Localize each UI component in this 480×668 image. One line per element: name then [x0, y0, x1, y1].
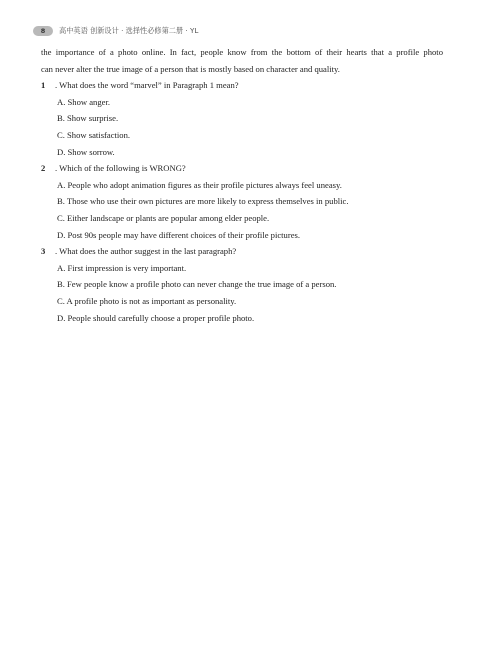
option-b: B. Show surprise. — [57, 113, 119, 124]
page-header — [33, 26, 198, 36]
question-number: 1 — [41, 80, 46, 91]
question-text: . What does the author suggest in the last paragraph? — [55, 246, 237, 257]
question-number: 2 — [41, 163, 46, 174]
question-2 — [41, 160, 443, 243]
question-text: . Which of the following is WRONG? — [55, 163, 186, 174]
option-a: A. People who adopt animation figures as their profile pictures always feel uneasy. — [57, 179, 342, 190]
passage-line: the importance of a photo online. In fact, people know from the bottom of their hearts that a profile photo — [41, 47, 443, 57]
question-number: 3 — [41, 246, 46, 257]
passage-paragraph — [41, 44, 443, 77]
question-1 — [41, 77, 443, 160]
option-d: D. Post 90s people may have different choices of their profile pictures. — [57, 229, 301, 240]
question-text: . What does the word “marvel” in Paragraph 1 mean? — [55, 80, 239, 91]
option-a: A. First impression is very important. — [57, 262, 187, 273]
option-d: D. People should carefully choose a proper profile photo. — [57, 312, 255, 323]
option-b: B. Those who use their own pictures are more likely to express themselves in public. — [57, 196, 349, 207]
option-c: C. A profile photo is not as important as personality. — [57, 295, 237, 306]
page-content — [41, 44, 443, 326]
page-number-badge: 8 — [33, 26, 53, 36]
question-stem — [41, 243, 443, 260]
option-c: C. Show satisfaction. — [57, 129, 131, 140]
running-title: 高中英语 创新设计 · 选择性必修第二册 · YL — [59, 26, 199, 35]
option-c: C. Either landscape or plants are popular among elder people. — [57, 212, 270, 223]
question-3 — [41, 243, 443, 326]
option-a: A. Show anger. — [57, 96, 110, 107]
option-d: D. Show sorrow. — [57, 146, 115, 157]
question-stem — [41, 77, 443, 94]
question-stem — [41, 160, 443, 177]
option-b: B. Few people know a profile photo can never change the true image of a person. — [57, 279, 337, 290]
passage-line: can never alter the true image of a person that is mostly based on character and quality. — [41, 63, 340, 74]
